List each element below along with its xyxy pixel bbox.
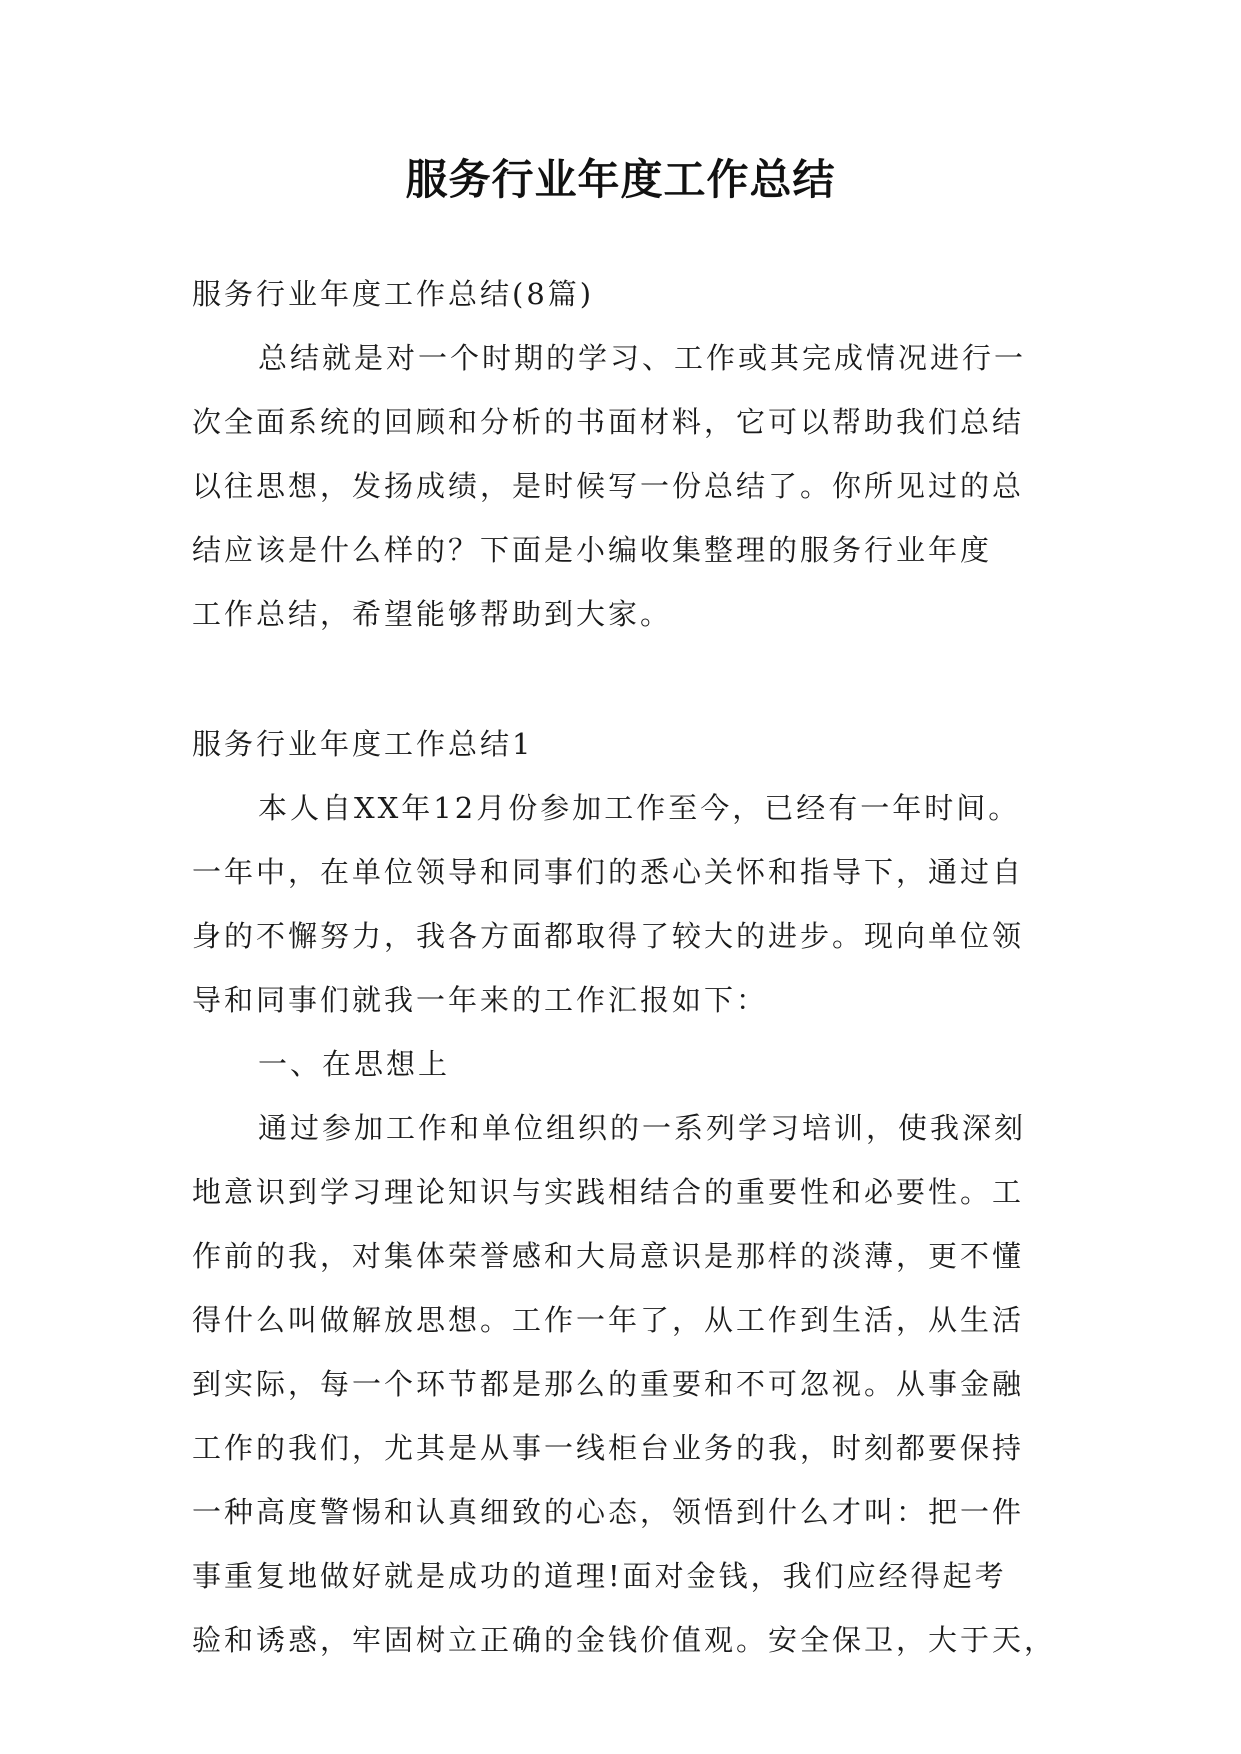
section-heading: 服务行业年度工作总结1: [192, 727, 534, 761]
paragraph-line: 一种高度警惕和认真细致的心态，领悟到什么才叫：把一件: [192, 1495, 1025, 1529]
paragraph-line: 验和诱惑，牢固树立正确的金钱价值观。安全保卫，大于天，: [192, 1623, 1057, 1657]
subheading: 一、在思想上: [258, 1047, 451, 1081]
paragraph-line: 一年中，在单位领导和同事们的悉心关怀和指导下，通过自: [192, 855, 1025, 889]
document-body: [192, 262, 1072, 1672]
paragraph-line: 通过参加工作和单位组织的一系列学习培训，使我深刻: [258, 1111, 1027, 1145]
paragraph-gap: [192, 646, 1072, 712]
paragraph-line: 到实际，每一个环节都是那么的重要和不可忽视。从事金融: [192, 1367, 1025, 1401]
intro-line: 工作总结，希望能够帮助到大家。: [192, 597, 673, 631]
intro-line: 以往思想，发扬成绩，是时候写一份总结了。你所见过的总: [192, 469, 1025, 503]
document-subtitle: 服务行业年度工作总结(8篇): [192, 277, 595, 311]
paragraph-line: 作前的我，对集体荣誉感和大局意识是那样的淡薄，更不懂: [192, 1239, 1025, 1273]
section1-paragraph-2: [192, 1096, 1072, 1672]
paragraph-line: 得什么叫做解放思想。工作一年了，从工作到生活，从生活: [192, 1303, 1025, 1337]
paragraph-line: 身的不懈努力，我各方面都取得了较大的进步。现向单位领: [192, 919, 1025, 953]
document-title: 服务行业年度工作总结: [405, 155, 836, 204]
paragraph-line: 本人自XX年12月份参加工作至今，已经有一年时间。: [258, 791, 1021, 825]
paragraph-line: 导和同事们就我一年来的工作汇报如下：: [192, 983, 769, 1017]
intro-line: 次全面系统的回顾和分析的书面材料，它可以帮助我们总结: [192, 405, 1025, 439]
intro-paragraph: [192, 326, 1072, 646]
intro-line: 结应该是什么样的？下面是小编收集整理的服务行业年度: [192, 533, 993, 567]
intro-line: 总结就是对一个时期的学习、工作或其完成情况进行一: [258, 341, 1027, 375]
paragraph-line: 地意识到学习理论知识与实践相结合的重要性和必要性。工: [192, 1175, 1025, 1209]
paragraph-line: 事重复地做好就是成功的道理!面对金钱，我们应经得起考: [192, 1559, 1007, 1593]
section1-paragraph-1: [192, 776, 1072, 1032]
paragraph-line: 工作的我们，尤其是从事一线柜台业务的我，时刻都要保持: [192, 1431, 1025, 1465]
